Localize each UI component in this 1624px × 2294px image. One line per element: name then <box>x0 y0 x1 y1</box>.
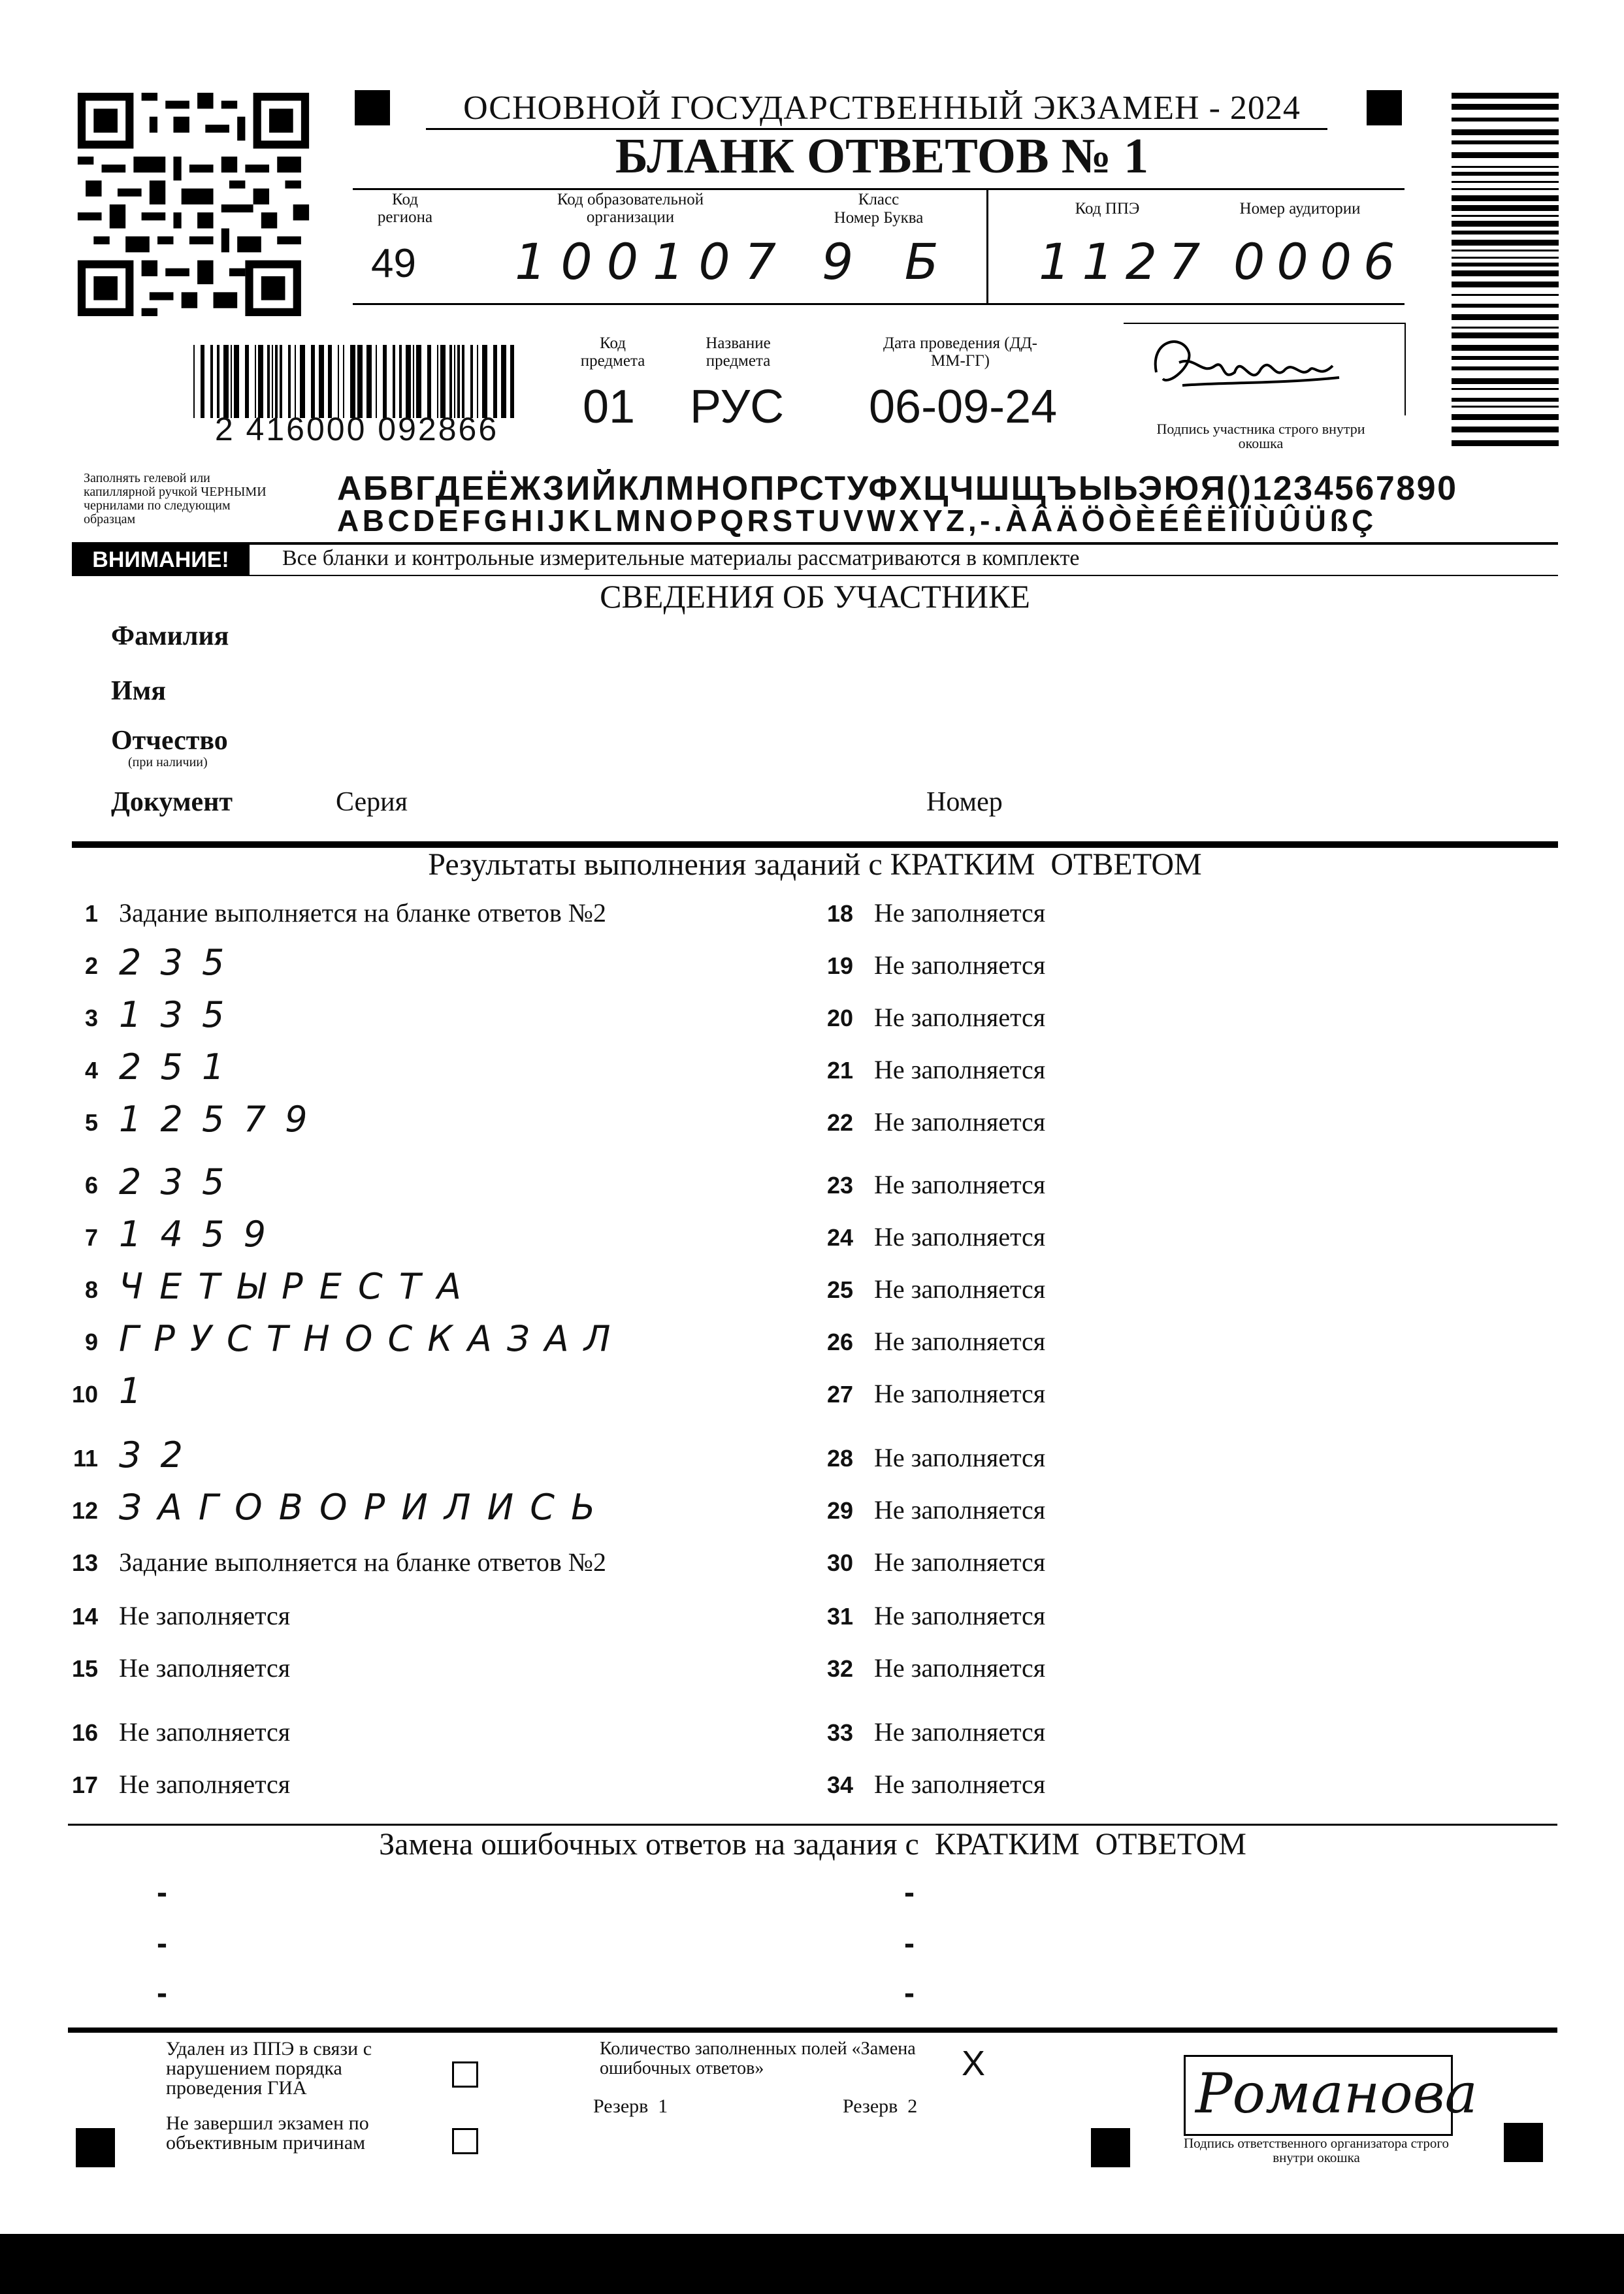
handwritten-answer: 2 3 5 <box>119 1161 229 1203</box>
row-number: 16 <box>71 1719 98 1746</box>
row-text: Не заполняется <box>874 1443 1046 1472</box>
replacement-dash-6[interactable]: - <box>904 1976 915 2011</box>
row-number: 13 <box>71 1549 98 1576</box>
answer-row-29[interactable] <box>814 1489 1533 1535</box>
bottom-black-bar <box>0 2234 1624 2294</box>
replacement-dash-1[interactable]: - <box>157 1875 167 1910</box>
class-sub-label: Номер Буква <box>834 209 924 227</box>
handwritten-answer: З А Г О В О Р И Л И С Ь <box>119 1487 598 1528</box>
row-text: Не заполняется <box>874 1601 1046 1630</box>
row-number: 21 <box>826 1057 853 1084</box>
row-number: 33 <box>826 1719 853 1746</box>
row-number: 12 <box>71 1497 98 1524</box>
answer-row-13[interactable] <box>59 1542 777 1587</box>
answers-heading: Результаты выполнения заданий с КРАТКИМ ОТВЕТОМ <box>428 847 1202 882</box>
subject-name-value: РУС <box>690 381 785 433</box>
row-number: 9 <box>84 1329 98 1355</box>
codes-divider <box>986 188 988 304</box>
not-finished-label: Не завершил экзамен по объективным причинам <box>166 2112 369 2154</box>
participant-heading: СВЕДЕНИЯ ОБ УЧАСТНИКЕ <box>600 578 1030 615</box>
answer-row-33[interactable] <box>814 1711 1533 1757</box>
row-number: 8 <box>84 1276 98 1303</box>
removed-label: Удален из ППЭ в связи с нарушением порядка проведения ГИА <box>166 2038 372 2099</box>
warning-text: Все бланки и контрольные измерительные материалы рассматриваются в комплекте <box>282 546 1080 570</box>
row-text: Не заполняется <box>874 1222 1046 1252</box>
answer-row-30[interactable] <box>814 1542 1533 1587</box>
row-number: 30 <box>826 1549 853 1576</box>
row-number: 20 <box>826 1005 853 1031</box>
answer-row-15[interactable] <box>59 1647 777 1693</box>
row-number: 3 <box>84 1005 98 1031</box>
row-number: 11 <box>73 1445 98 1472</box>
row-text: Не заполняется <box>874 1170 1046 1199</box>
answer-row-32[interactable] <box>814 1647 1533 1693</box>
row-number: 6 <box>84 1172 98 1199</box>
number-label: Номер <box>926 787 1003 817</box>
anchor-square-bottom-2 <box>1091 2128 1130 2167</box>
organizer-signature-caption: Подпись ответственного организатора строго внутри окошка <box>1183 2135 1450 2165</box>
not-finished-checkbox[interactable] <box>452 2128 478 2154</box>
reserve2-label: Резерв 2 <box>843 2095 918 2117</box>
row-number: 26 <box>826 1329 853 1355</box>
replacement-dash-5[interactable]: - <box>904 1926 915 1961</box>
subject-code-label: Код предмета <box>580 334 645 370</box>
removed-checkbox[interactable] <box>452 2061 478 2088</box>
replacement-heading: Замена ошибочных ответов на задания с КРАТКИМ ОТВЕТОМ <box>379 1827 1246 1862</box>
class-value: 9 Б <box>822 233 945 291</box>
answer-row-34[interactable] <box>814 1764 1533 1809</box>
answer-row-6[interactable] <box>59 1161 777 1210</box>
participant-signature <box>1143 327 1352 405</box>
row-text: Не заполняется <box>119 1769 291 1799</box>
answer-row-21[interactable] <box>814 1049 1533 1095</box>
replacement-dash-3[interactable]: - <box>157 1976 167 2011</box>
codes-bottom-line <box>353 303 1405 305</box>
row-number: 25 <box>826 1276 853 1303</box>
answer-row-31[interactable] <box>814 1595 1533 1641</box>
row-text: Не заполняется <box>874 1107 1046 1137</box>
reserve1-label: Резерв 1 <box>593 2095 668 2117</box>
row-number: 31 <box>826 1603 853 1630</box>
row-text: Не заполняется <box>874 950 1046 980</box>
row-number: 5 <box>84 1109 98 1136</box>
row-text: Не заполняется <box>874 1717 1046 1747</box>
form-title: БЛАНК ОТВЕТОВ № 1 <box>615 129 1149 184</box>
patronymic-note: (при наличии) <box>128 755 208 769</box>
answer-row-4[interactable] <box>59 1046 777 1095</box>
row-number: 27 <box>826 1381 853 1408</box>
handwritten-answer: 1 2 5 7 9 <box>119 1099 312 1140</box>
row-number: 32 <box>826 1655 853 1682</box>
row-number: 10 <box>71 1381 98 1408</box>
org-label: Код образовательной организации <box>557 191 704 226</box>
answer-row-2[interactable] <box>59 942 777 990</box>
row-text: Не заполняется <box>874 1379 1046 1408</box>
warning-bottom-line <box>72 575 1558 576</box>
answer-row-5[interactable] <box>59 1101 777 1147</box>
answer-row-11[interactable] <box>59 1434 777 1483</box>
sample-latin: ABCDEFGHIJKLMNOPQRSTUVWXYZ,-.ÀÂÄÖÒÈÉÊËÎÏÙÛÜßÇ <box>337 504 1377 538</box>
subject-code-value: 01 <box>583 381 636 433</box>
class-label: Класс <box>858 191 900 208</box>
region-label: Код региона <box>377 191 433 226</box>
warning-top-line <box>72 542 1558 545</box>
row-number: 23 <box>826 1172 853 1199</box>
replacement-top-rule <box>68 1824 1557 1826</box>
row-text: Не заполняется <box>119 1653 291 1683</box>
row-number: 22 <box>826 1109 853 1136</box>
row-number: 7 <box>84 1224 98 1251</box>
row-text: Не заполняется <box>874 1055 1046 1084</box>
handwritten-answer: 2 3 5 <box>119 942 229 983</box>
handwritten-answer: 1 4 5 9 <box>119 1214 270 1255</box>
row-number: 29 <box>826 1497 853 1524</box>
region-value: 49 <box>371 241 416 286</box>
answer-row-22[interactable] <box>814 1101 1533 1147</box>
exam-title: ОСНОВНОЙ ГОСУДАРСТВЕННЫЙ ЭКЗАМЕН - 2024 <box>463 89 1301 127</box>
row-number: 2 <box>84 952 98 979</box>
replacement-dash-2[interactable]: - <box>157 1926 167 1961</box>
row-number: 17 <box>71 1771 98 1798</box>
row-number: 28 <box>826 1445 853 1472</box>
handwritten-answer: Ч Е Т Ы Р Е С Т А <box>119 1266 464 1307</box>
barcode-number: 2 416000 092866 <box>214 411 499 447</box>
handwritten-answer: 1 3 5 <box>119 994 229 1035</box>
handwritten-answer: 2 5 1 <box>119 1046 229 1088</box>
ppe-label: Код ППЭ <box>1075 200 1140 218</box>
row-text: Задание выполняется на бланке ответов №2 <box>119 898 606 928</box>
row-text: Не заполняется <box>874 1274 1046 1304</box>
row-number: 1 <box>84 900 98 927</box>
answer-row-12[interactable] <box>59 1489 777 1535</box>
anchor-square-top-left <box>355 90 390 125</box>
answer-row-17[interactable] <box>59 1764 777 1809</box>
answer-row-28[interactable] <box>814 1437 1533 1483</box>
sample-cyrillic: АБВГДЕЁЖЗИЙКЛМНОПРСТУФХЦЧШЩЪЫЬЭЮЯ()1234567890 <box>337 470 1458 508</box>
row-text: Не заполняется <box>874 1495 1046 1525</box>
answer-row-10[interactable] <box>59 1370 777 1419</box>
participant-signature-caption: Подпись участника строго внутри окошка <box>1156 421 1365 451</box>
handwritten-answer: 3 2 <box>119 1434 187 1476</box>
row-number: 14 <box>71 1603 98 1630</box>
room-value: 0006 <box>1233 233 1407 291</box>
answer-row-8[interactable] <box>59 1268 777 1314</box>
answer-row-14[interactable] <box>59 1595 777 1641</box>
handwritten-answer: 1 <box>119 1370 146 1412</box>
row-number: 19 <box>826 952 853 979</box>
answer-row-19[interactable] <box>814 945 1533 990</box>
org-value: 100107 <box>515 233 791 291</box>
document-label: Документ <box>111 787 233 817</box>
row-text: Не заполняется <box>874 1003 1046 1032</box>
handwritten-answer: Г Р У С Т Н О С К А З А Л <box>119 1318 613 1359</box>
row-number: 24 <box>826 1224 853 1251</box>
answer-row-26[interactable] <box>814 1321 1533 1366</box>
side-barcode <box>1452 93 1559 459</box>
room-label: Номер аудитории <box>1239 200 1361 218</box>
row-number: 4 <box>84 1057 98 1084</box>
answer-row-7[interactable] <box>59 1216 777 1262</box>
anchor-square-bottom-3 <box>1504 2123 1543 2162</box>
answer-row-1[interactable] <box>59 892 777 938</box>
row-number: 15 <box>71 1655 98 1682</box>
row-text: Задание выполняется на бланке ответов №2 <box>119 1547 606 1577</box>
answer-row-20[interactable] <box>814 997 1533 1042</box>
answer-row-9[interactable] <box>59 1318 777 1366</box>
footer-top-rule <box>68 2027 1557 2033</box>
codes-top-line <box>353 188 1405 190</box>
row-text: Не заполняется <box>874 1547 1046 1577</box>
row-text: Не заполняется <box>119 1601 291 1630</box>
answer-row-25[interactable] <box>814 1268 1533 1314</box>
replacement-count-label: Количество заполненных полей «Замена ошибочных ответов» <box>600 2039 916 2078</box>
subject-name-label: Название предмета <box>706 334 771 370</box>
anchor-square-top-right <box>1367 90 1402 125</box>
row-number: 18 <box>826 900 853 927</box>
row-text: Не заполняется <box>874 1327 1046 1356</box>
answer-row-24[interactable] <box>814 1216 1533 1262</box>
row-text: Не заполняется <box>874 898 1046 928</box>
surname-label: Фамилия <box>111 621 229 651</box>
name-label: Имя <box>111 676 166 706</box>
answer-row-18[interactable] <box>814 892 1533 938</box>
anchor-square-bottom-1 <box>76 2128 115 2167</box>
answer-row-23[interactable] <box>814 1164 1533 1210</box>
sample-caption: Заполнять гелевой или капиллярной ручкой ЧЕРНЫМИ чернилами по следующим образцам <box>84 471 267 526</box>
replacement-dash-4[interactable]: - <box>904 1875 915 1910</box>
answer-row-16[interactable] <box>59 1711 777 1757</box>
replacement-count-value[interactable]: X <box>962 2044 986 2083</box>
ppe-value: 1127 <box>1039 233 1212 291</box>
series-label: Серия <box>336 787 408 817</box>
answer-row-3[interactable] <box>59 994 777 1042</box>
date-value: 06-09-24 <box>869 381 1058 433</box>
organizer-signature: Романова <box>1195 2061 1478 2125</box>
row-text: Не заполняется <box>874 1653 1046 1683</box>
row-text: Не заполняется <box>119 1717 291 1747</box>
date-label: Дата проведения (ДД-ММ-ГГ) <box>883 334 1037 370</box>
qr-code <box>77 93 310 316</box>
row-text: Не заполняется <box>874 1769 1046 1799</box>
patronymic-label: Отчество <box>111 726 228 756</box>
answer-row-27[interactable] <box>814 1373 1533 1419</box>
row-number: 34 <box>826 1771 853 1798</box>
warning-badge: ВНИМАНИЕ! <box>72 545 250 575</box>
